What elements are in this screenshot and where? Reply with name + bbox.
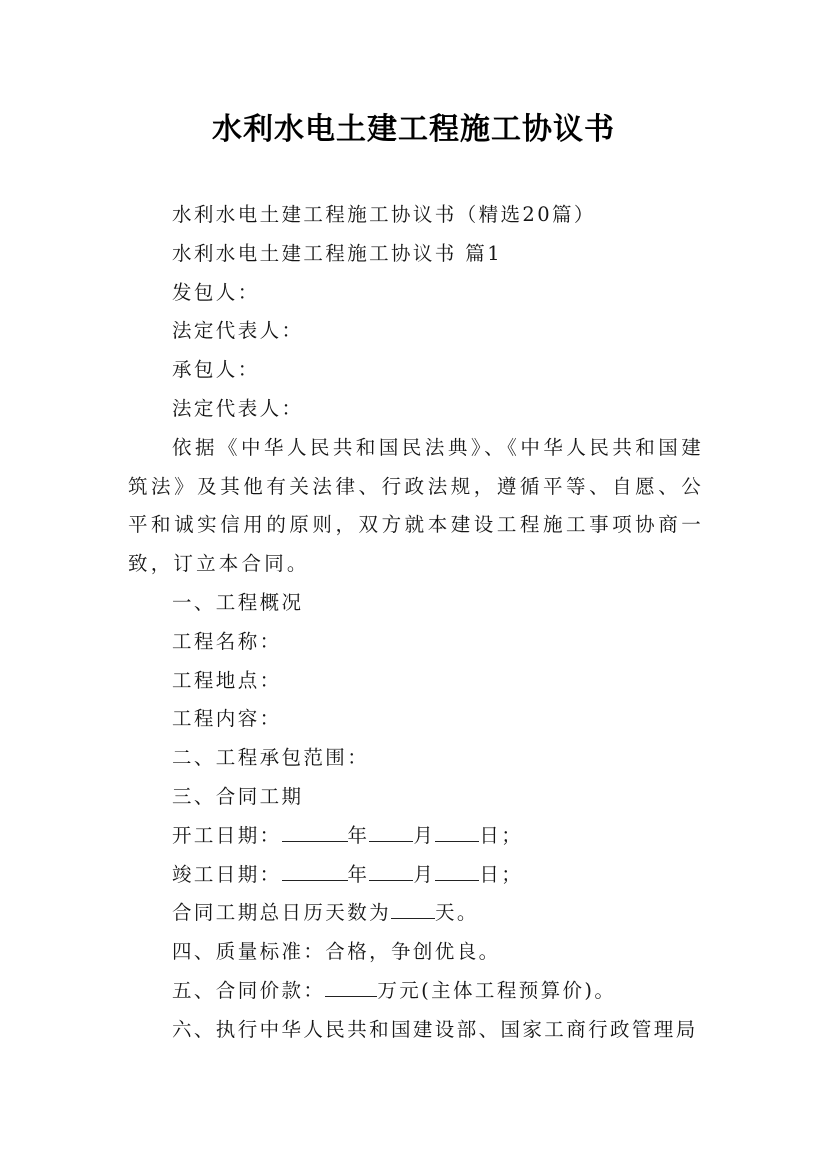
- start-date-label: 开工日期：: [172, 823, 282, 847]
- completion-year-blank: [282, 859, 348, 880]
- completion-year-unit: 年: [347, 862, 370, 886]
- completion-day-blank: [435, 859, 479, 880]
- employer-representative-field: 法定代表人：: [172, 319, 304, 343]
- document-title: 水利水电土建工程施工协议书: [212, 112, 615, 147]
- quality-standard-line: 四、质量标准：合格，争创优良。: [172, 940, 501, 964]
- project-location-field: 工程地点：: [172, 668, 282, 692]
- completion-month-unit: 月: [413, 862, 436, 886]
- total-days-prefix: 合同工期总日历天数为: [172, 901, 392, 925]
- contract-price-prefix: 五、合同价款：: [172, 978, 326, 1002]
- clause-heading-project-overview: 一、工程概况: [172, 590, 304, 614]
- contract-price-suffix: 万元(主体工程预算价)。: [377, 978, 617, 1002]
- start-date-line: [128, 817, 704, 856]
- start-day-unit: 日；: [479, 823, 524, 847]
- contractor-field: 承包人：: [172, 358, 260, 382]
- start-day-blank: [435, 820, 479, 841]
- completion-date-line: [128, 856, 704, 895]
- contractor-representative-field: 法定代表人：: [172, 396, 304, 420]
- document-body: [128, 196, 704, 1050]
- completion-date-label: 竣工日期：: [172, 862, 282, 886]
- start-year-blank: [282, 820, 348, 841]
- total-days-suffix: 天。: [435, 901, 479, 925]
- clause-heading-scope: 二、工程承包范围：: [172, 746, 370, 770]
- preamble-paragraph: 依据《中华人民共和国民法典》、《中华人民共和国建筑法》及其他有关法律、行政法规，遵循平等、自愿、公平和诚实信用的原则，双方就本建设工程施工事项协商一致，订立本合同。: [128, 435, 704, 576]
- start-month-blank: [369, 820, 413, 841]
- project-content-field: 工程内容：: [172, 707, 282, 731]
- start-year-unit: 年: [347, 823, 370, 847]
- start-month-unit: 月: [413, 823, 436, 847]
- clause-six-line: 六、执行中华人民共和国建设部、国家工商行政管理局: [172, 1017, 698, 1041]
- subtitle-line: 水利水电土建工程施工协议书（精选20篇）: [172, 203, 596, 226]
- project-name-field: 工程名称：: [172, 629, 282, 653]
- total-days-blank: [391, 898, 435, 919]
- contract-price-line: [128, 972, 704, 1011]
- completion-month-blank: [369, 859, 413, 880]
- employer-field: 发包人：: [172, 280, 260, 304]
- total-days-line: [128, 894, 704, 933]
- section-heading-1: 水利水电土建工程施工协议书 篇1: [172, 241, 503, 265]
- completion-day-unit: 日；: [479, 862, 524, 886]
- clause-heading-duration: 三、合同工期: [172, 784, 304, 808]
- contract-price-blank: [325, 975, 377, 996]
